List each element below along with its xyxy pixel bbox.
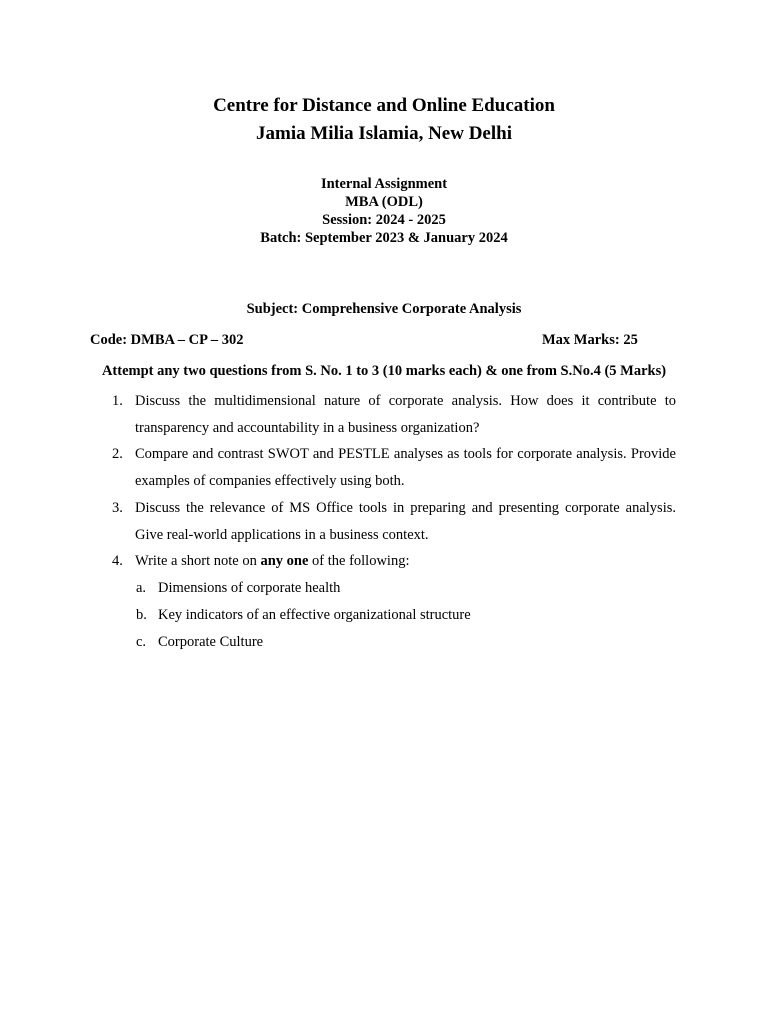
option-text: Key indicators of an effective organizational structure xyxy=(158,607,471,623)
option-text: Dimensions of corporate health xyxy=(158,580,341,596)
question-item xyxy=(112,548,676,575)
question-item xyxy=(112,441,676,495)
assignment-type: Internal Assignment xyxy=(320,176,448,192)
question-item xyxy=(112,388,676,442)
batch-line: Batch: September 2023 & January 2024 xyxy=(260,230,508,246)
question-number: 1. xyxy=(112,393,123,409)
instruction-line: Attempt any two questions from S. No. 1 to 3 (10 marks each) & one from S.No.4 (5 Marks) xyxy=(101,363,667,379)
question-text-start: Write a short note on xyxy=(135,553,261,569)
option-letter: a. xyxy=(136,580,147,596)
subject-line: Subject: Comprehensive Corporate Analysis xyxy=(246,301,522,317)
programme-name: MBA (ODL) xyxy=(345,194,423,210)
option-text: Corporate Culture xyxy=(158,634,264,650)
question-text xyxy=(135,548,676,575)
question-text: Discuss the relevance of MS Office tools in preparing and presenting corporate analysis. Give real-world applications in a business context. xyxy=(135,500,676,543)
session-line: Session: 2024 - 2025 xyxy=(322,212,446,228)
question-item xyxy=(112,495,676,549)
question-number: 2. xyxy=(112,446,123,462)
course-code: Code: DMBA – CP – 302 xyxy=(90,332,244,348)
question-number: 3. xyxy=(112,500,123,516)
question-text-end: of the following: xyxy=(308,553,410,569)
institution-title: Centre for Distance and Online Education xyxy=(213,95,555,116)
option-letter: c. xyxy=(136,634,147,650)
question-number: 4. xyxy=(112,553,123,569)
question-text: Discuss the multidimensional nature of corporate analysis. How does it contribute to transparency and accountability in a business organization? xyxy=(135,393,676,436)
max-marks: Max Marks: 25 xyxy=(542,332,638,348)
question-text: Compare and contrast SWOT and PESTLE analyses as tools for corporate analysis. Provide examples of companies effectively using both. xyxy=(135,446,676,489)
university-title: Jamia Milia Islamia, New Delhi xyxy=(256,123,512,144)
question-text-emphasis: any one xyxy=(260,553,309,569)
option-letter: b. xyxy=(136,607,147,623)
assignment-meta xyxy=(0,175,768,247)
